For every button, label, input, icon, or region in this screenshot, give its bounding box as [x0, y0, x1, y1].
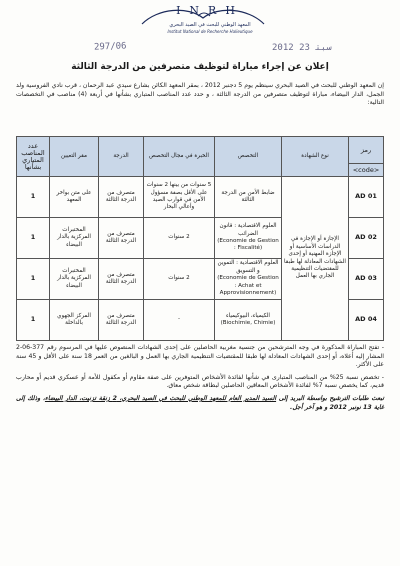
note-quota: - تخصص نسبة 25% من المناصب المتبارى في شأنها لفائدة الأشخاص المتوفرين على صفة مقاوم أو مكفول للأمة أو عسكري قديم أو محارب قديم، كما يخصص نسبة 7% لفائدة الأشخاص المعاقين الحاصلين لبطاقة شخص معاق. [16, 373, 384, 390]
header-specialty: التخصص [215, 137, 282, 177]
row-code: AD 02 [349, 218, 384, 259]
table-row [17, 177, 384, 218]
degree-type-merged: الإجازة أو الإجازة في الدراسات الأساسية أو الإجازة المهنية أو إحدى الشهادات المعادلة لها طبقا للمقتضيات التنظيمية الجاري بها العمل [282, 177, 349, 341]
row-specialty-fr: (Economie de Gestion : Fiscalité) [217, 238, 279, 252]
row-count: 1 [17, 300, 50, 341]
header-code: رمز [349, 137, 384, 164]
table-header-row [17, 137, 384, 164]
notes-section [16, 344, 384, 416]
submission-prefix: تبعث طلبات الترشيح بواسطة البريد إلى [278, 394, 385, 402]
logo-text: INRH [176, 4, 244, 17]
row-grade: متصرف من الدرجة الثالثة [99, 300, 144, 341]
row-specialty-fr: (Biochimie, Chimie) [220, 320, 276, 326]
submission-address: السيد المدير العام للمعهد الوطني للبحث في الصيد البحري، 2 زنقة تزنيت، الدار البيضاء [44, 394, 277, 402]
row-specialty [215, 300, 282, 341]
row-place: المركز الجهوي بالداخلة [50, 300, 99, 341]
row-code: AD 01 [349, 177, 384, 218]
row-experience: 5 سنوات من بينها 2 سنوات على الأقل بصفة مسؤول الأمن في قوارب الصيد وأعالي البحار [144, 177, 215, 218]
row-specialty [215, 259, 282, 300]
row-specialty-ar: الكيمياء، البيوكيمياء [225, 312, 270, 319]
header-positions-count: عدد المناصب المتباري بشأنها [17, 137, 50, 177]
row-code: AD 04 [349, 300, 384, 341]
row-code: AD 03 [349, 259, 384, 300]
row-grade: متصرف من الدرجة الثالثة [99, 259, 144, 300]
row-specialty [215, 218, 282, 259]
reference-number: 297/06 [93, 41, 127, 53]
reference-date: 2012 ﺳﺒﺘ 23 [272, 43, 332, 53]
logo-subtitle-arabic: المعهد الوطني للبحث في الصيد البحري [169, 22, 251, 28]
document-title: إعلان عن إجراء مباراة لتوظيف متصرفين من الدرجة الثالثة [71, 62, 329, 72]
row-experience: 2 سنوات [144, 218, 215, 259]
row-specialty-ar: العلوم الاقتصادية : قانون الضرائب [219, 223, 277, 237]
header-assignment-place: مقر التعيين [50, 137, 99, 177]
submission-deadline: ، وذلك إلى غاية 13 نونبر 2012 و هو آخر أجل. [16, 394, 384, 411]
row-count: 1 [17, 177, 50, 218]
row-place: المختبرات المركزية بالدار البيضاء [50, 259, 99, 300]
logo-subtitle-french: Institut National de Recherche Halieutique [167, 29, 253, 34]
row-count: 1 [17, 259, 50, 300]
positions-table [16, 136, 384, 341]
row-count: 1 [17, 218, 50, 259]
note-submission [16, 395, 384, 412]
intro-paragraph: إن المعهد الوطني للبحث في الصيد البحري سينظم يوم 5 دجنبر 2012 ، بمقر المعهد الكائن بشارع سيدي عبد الرحمان ، قرب نادي الفروسية ولد الجمل، الدار البيضاء، مباراة لتوظيف متصرفين من الدرجة الثالثة ، و حدد عدد المناصب المتباري بشأنها في أربعة (4) مناصب في التخصصات التالية: [16, 82, 384, 107]
row-specialty: ضابط الأمن من الدرجة الثالثة [215, 177, 282, 218]
row-grade: متصرف من الدرجة الثالثة [99, 218, 144, 259]
row-experience: - [144, 300, 215, 341]
header-experience: الخبرة في مجال التخصص [144, 137, 215, 177]
row-place: المختبرات المركزية بالدار البيضاء [50, 218, 99, 259]
row-grade: متصرف من الدرجة الثالثة [99, 177, 144, 218]
row-place: على متن بواخر المعهد [50, 177, 99, 218]
header-degree-type: نوع الشهادة [282, 137, 349, 177]
row-specialty-ar: العلوم الاقتصادية : التموين و التسويق [217, 260, 279, 274]
code-label: <code> [349, 164, 384, 177]
header-grade: الدرجة [99, 137, 144, 177]
row-experience: 2 سنوات [144, 259, 215, 300]
row-specialty-fr: (Economie de Gestion : Achat et Approvisionnement) [217, 275, 279, 297]
note-eligibility: - تفتح المباراة المذكورة في وجه المترشحين من جنسية مغربية الحاصلين على إحدى الشهادات المنصوص عليها في المرسوم رقم 377-06-2 المشار إليه أعلاه، أو إحدى الشهادات المعادلة لها طبقا للمقتضيات التنظيمية الجاري بها العمل و البالغين من العمر 18 سنة على الأقل و 45 سنة على الأكثر. [16, 344, 384, 369]
